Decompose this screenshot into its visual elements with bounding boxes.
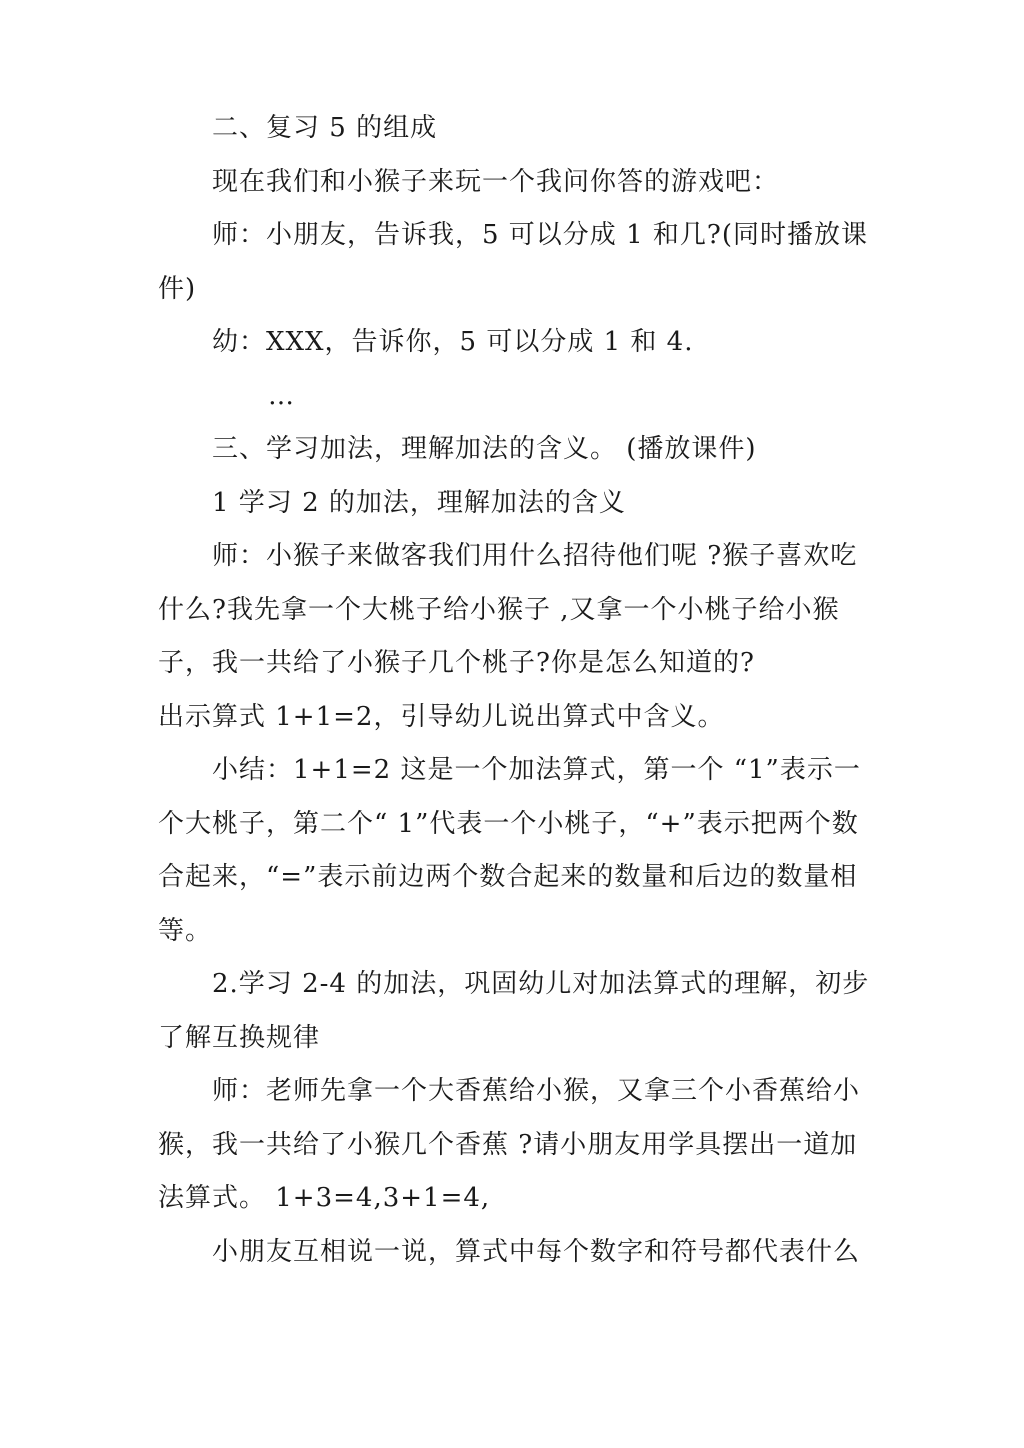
paragraph-summary: 小结：1+1=2 这是一个加法算式，第一个 “1”表示一个大桃子，第二个“ 1”代表一个小桃子，“+”表示把两个数合起来，“=”表示前边两个数合起来的数量和后边的数量相等。: [158, 755, 861, 946]
paragraph-teacher-question: 师：小朋友，告诉我，5 可以分成 1 和几?(同时播放课件): [158, 220, 868, 304]
paragraph-ellipsis: …: [268, 380, 295, 411]
paragraph-game-intro: 现在我们和小猴子来玩一个我问你答的游戏吧：: [212, 166, 780, 197]
paragraph-teacher-peach-story: 师：小猴子来做客我们用什么招待他们呢 ?猴子喜欢吃什么?我先拿一个大桃子给小猴子 ,又拿一个小桃子给小猴子，我一共给了小猴子几个桃子?你是怎么知道的?: [158, 541, 858, 678]
section-heading-learn-addition: 三、学习加法，理解加法的含义。 (播放课件): [212, 434, 757, 464]
paragraph-teacher-banana-story: 师：老师先拿一个大香蕉给小猴，又拿三个小香蕉给小猴，我一共给了小猴几个香蕉 ?请小朋友用学具摆出一道加法算式。 1+3=4,3+1=4,: [158, 1076, 861, 1213]
paragraph-child-answer: 幼：XXX，告诉你，5 可以分成 1 和 4.: [212, 327, 694, 357]
paragraph-show-equation: 出示算式 1+1=2，引导幼儿说出算式中含义。: [158, 701, 725, 732]
paragraph-discussion: 小朋友互相说一说，算式中每个数字和符号都代表什么: [212, 1236, 861, 1267]
section-heading-review-5: 二、复习 5 的组成: [212, 113, 438, 143]
subheading-addition-of-2: 1 学习 2 的加法，理解加法的含义: [212, 487, 626, 518]
document-body: [158, 102, 870, 1279]
subheading-addition-2-4: 2.学习 2-4 的加法，巩固幼儿对加法算式的理解，初步了解互换规律: [158, 969, 870, 1053]
